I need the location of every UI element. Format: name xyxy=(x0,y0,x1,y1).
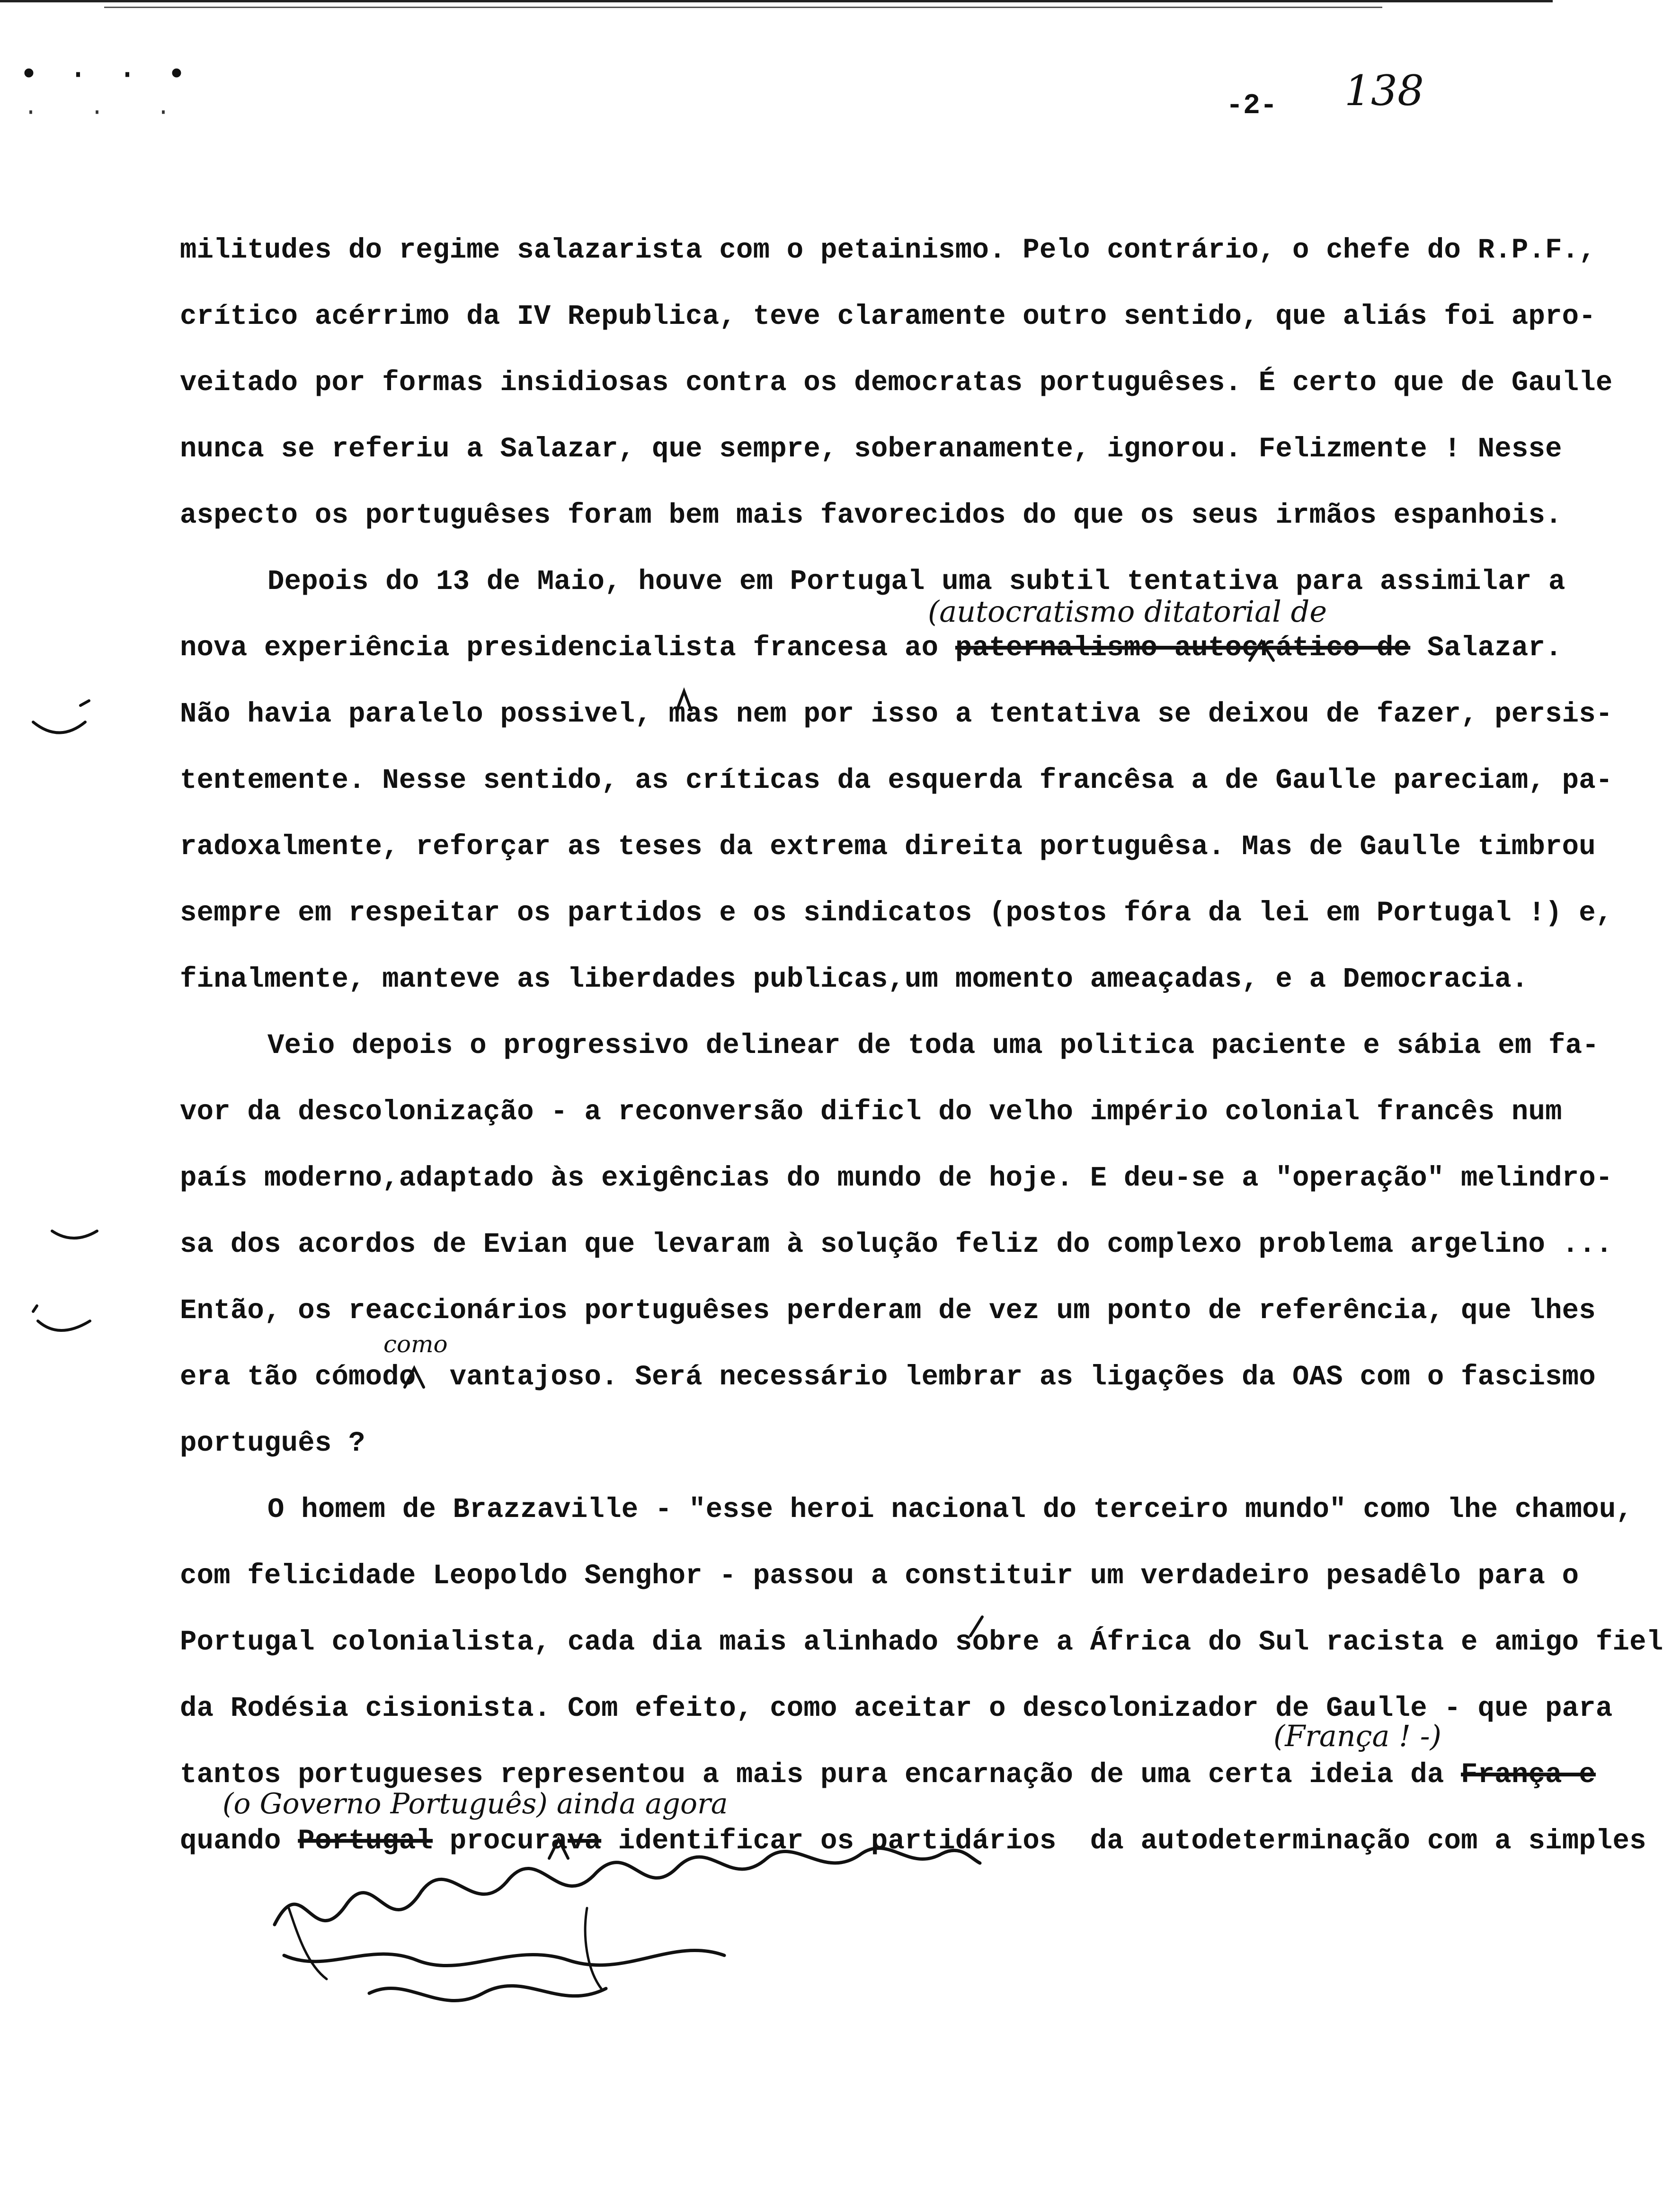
margin-tick-mark xyxy=(38,1321,90,1330)
text-line: Veio depois o progressivo delinear de toda uma politica paciente e sábia em fa- xyxy=(267,1030,1599,1061)
insertion-caret xyxy=(1250,642,1273,660)
struck-out-text: paternalismo autocrático de xyxy=(955,632,1411,664)
margin-tick-mark xyxy=(33,722,85,733)
margin-dots: • · · • xyxy=(19,57,192,94)
margin-tick-mark xyxy=(33,1306,37,1311)
text-line: tentemente. Nesse sentido, as críticas da esquerda francêsa a de Gaulle pareciam, pa- xyxy=(180,765,1613,796)
margin-tick-mark xyxy=(52,1231,97,1238)
text-segment: procura xyxy=(433,1825,568,1857)
scribble-deleted-text xyxy=(284,1950,724,1965)
text-line: da Rodésia cisionista. Com efeito, como aceitar o descolonizador de Gaulle - que para xyxy=(180,1693,1613,1724)
text-line: finalmente, manteve as liberdades publicas,um momento ameaçadas, e a Democracia. xyxy=(180,963,1529,995)
handwritten-insertion-governo: (o Governo Português) ainda agora xyxy=(222,1787,728,1820)
text-line: Então, os reaccionários portuguêses perderam de vez um ponto de referência, que lhes xyxy=(180,1295,1596,1327)
text-line: O homem de Brazzaville - "esse heroi nacional do terceiro mundo" como lhe chamou, xyxy=(267,1494,1633,1525)
handwritten-insertion-autocratismo: (autocratismo ditatorial de xyxy=(928,594,1327,629)
text-line: nunca se referiu a Salazar, que sempre, soberanamente, ignorou. Felizmente ! Nesse xyxy=(180,433,1562,465)
accent-mark xyxy=(970,1617,982,1636)
text-segment: Salazar. xyxy=(1410,632,1562,664)
text-segment: nova experiência presidencialista francesa ao xyxy=(180,632,955,664)
text-segment: era tão cómodo xyxy=(180,1361,433,1393)
struck-out-text: França e xyxy=(1461,1759,1596,1791)
struck-out-text: va xyxy=(567,1825,602,1857)
text-line: país moderno,adaptado às exigências do mundo de hoje. E deu-se a "operação" melindro- xyxy=(180,1162,1613,1194)
handwritten-insertion-franca: (França ! -) xyxy=(1273,1719,1441,1753)
margin-dots-small: · · · xyxy=(24,99,190,126)
handwritten-insertion-como: como xyxy=(383,1330,448,1358)
scribble-deleted-text xyxy=(289,1908,601,1989)
text-line: militudes do regime salazarista com o petainismo. Pelo contrário, o chefe do R.P.F., xyxy=(180,234,1596,266)
scribble-deleted-text xyxy=(275,1848,980,1925)
text-line: com felicidade Leopoldo Senghor - passou a constituir um verdadeiro pesadêlo para o xyxy=(180,1560,1579,1592)
margin-tick-mark xyxy=(80,701,89,705)
text-line: aspecto os portuguêses foram bem mais favorecidos do que os seus irmãos espanhois. xyxy=(180,499,1562,531)
page-number: -2- xyxy=(1226,90,1278,122)
insertion-caret xyxy=(405,1368,424,1387)
struck-out-text: Portugal xyxy=(298,1825,433,1857)
text-segment: tantos portugueses representou a mais pura encarnação de uma certa ideia da xyxy=(180,1759,1444,1791)
text-segment: identificar os partidários da autodeterminação com a simples xyxy=(601,1825,1646,1857)
handwritten-folio-number: 138 xyxy=(1344,66,1424,115)
text-line: Não havia paralelo possivel, mas nem por isso a tentativa se deixou de fazer, persis- xyxy=(180,698,1613,730)
text-segment: quando xyxy=(180,1825,298,1857)
text-line: veitado por formas insidiosas contra os democratas portuguêses. É certo que de Gaulle xyxy=(180,367,1613,399)
insertion-caret xyxy=(549,1839,568,1858)
text-line: crítico acérrimo da IV Republica, teve claramente outro sentido, que aliás foi apro- xyxy=(180,301,1596,332)
text-line: português ? xyxy=(180,1427,365,1459)
insertion-caret xyxy=(677,691,691,710)
text-line: vor da descolonização - a reconversão dificl do velho império colonial francês num xyxy=(180,1096,1562,1128)
text-line: sempre em respeitar os partidos e os sindicatos (postos fóra da lei em Portugal !) e, xyxy=(180,897,1613,929)
text-segment: vantajoso. Será necessário lembrar as ligações da OAS com o fascismo xyxy=(433,1361,1596,1393)
text-line: Depois do 13 de Maio, houve em Portugal uma subtil tentativa para assimilar a xyxy=(267,566,1565,598)
text-line: Portugal colonialista, cada dia mais alinhado sobre a África do Sul racista e amigo fiel xyxy=(180,1626,1663,1658)
text-line: sa dos acordos de Evian que levaram à solução feliz do complexo problema argelino ... xyxy=(180,1229,1613,1260)
text-line: radoxalmente, reforçar as teses da extrema direita portuguêsa. Mas de Gaulle timbrou xyxy=(180,831,1596,863)
scribble-deleted-text xyxy=(369,1986,606,2000)
